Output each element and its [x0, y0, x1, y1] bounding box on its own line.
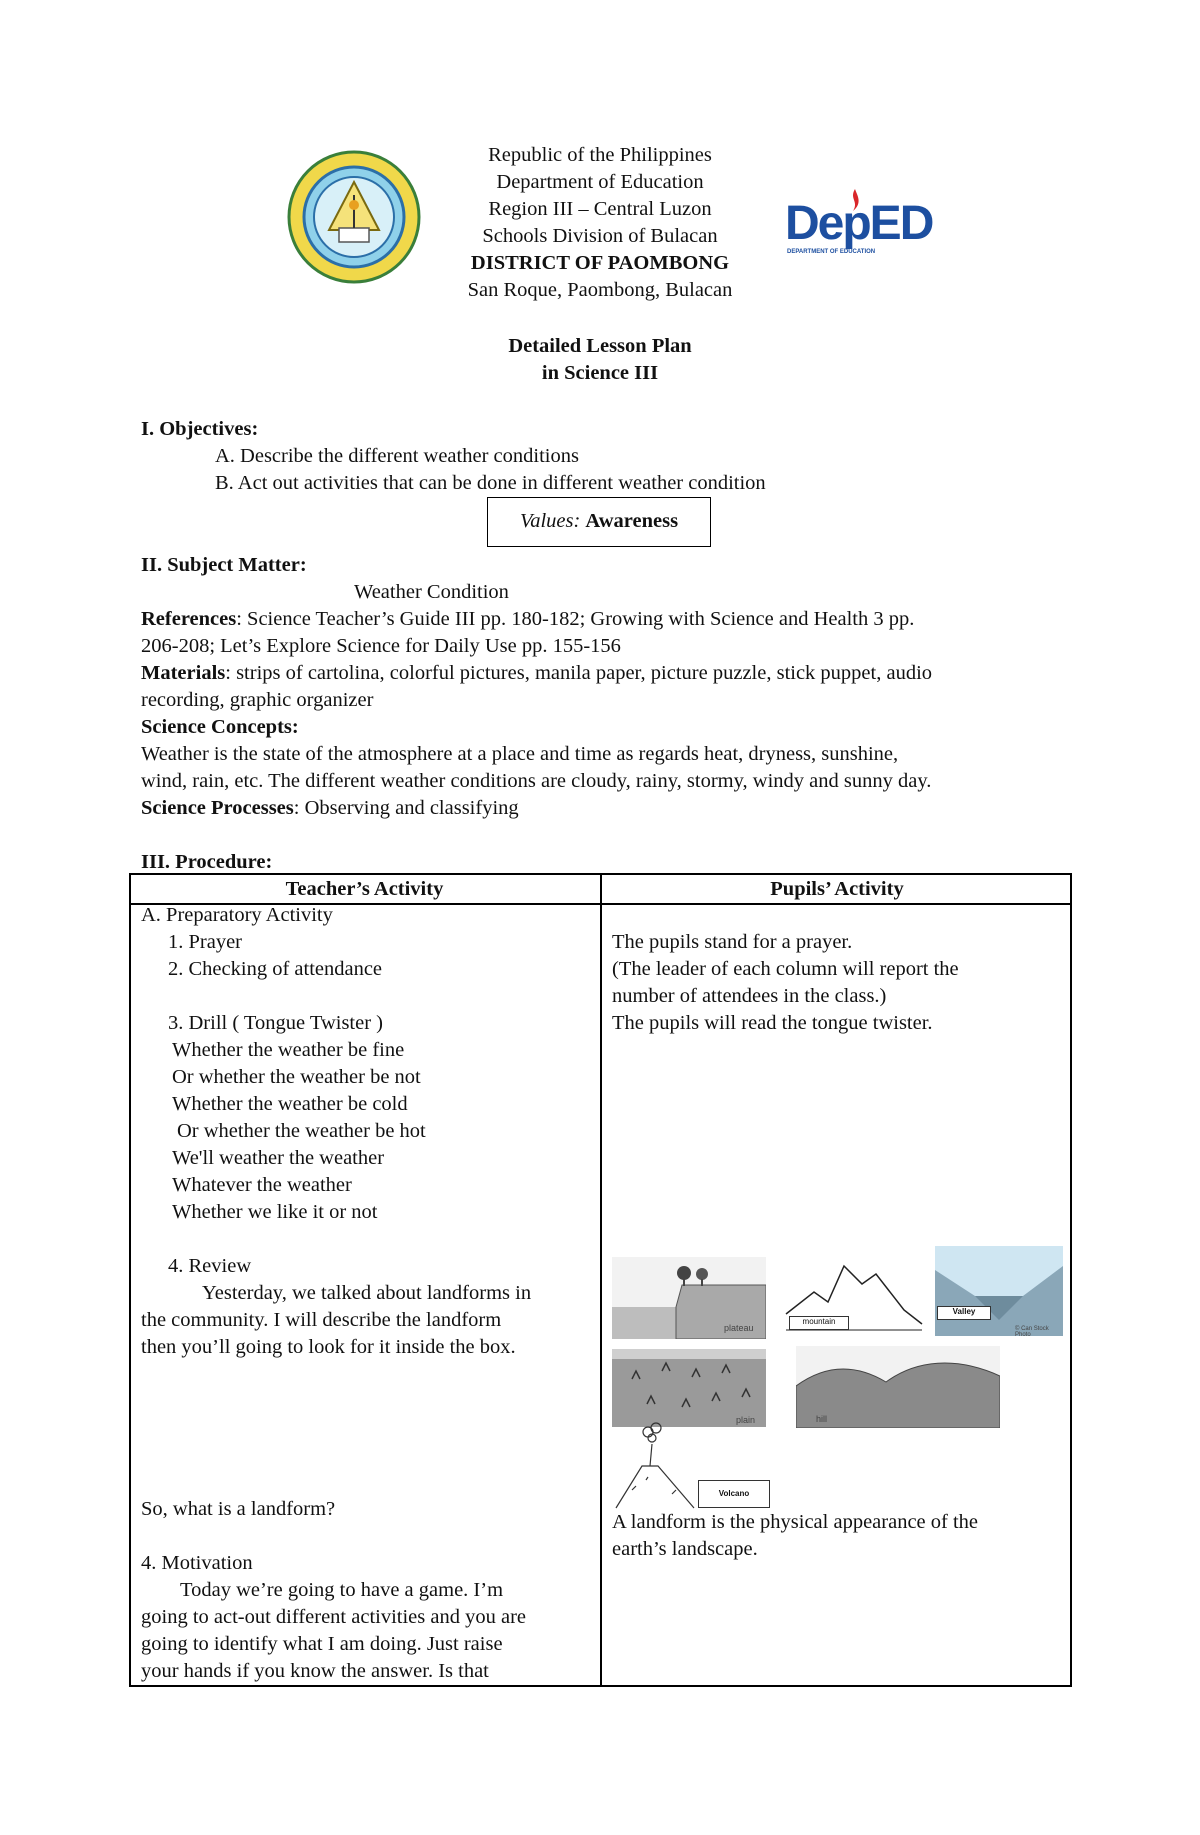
values-box — [487, 497, 711, 547]
teacher-line: 1. Prayer — [168, 931, 243, 953]
plateau-picture — [612, 1257, 766, 1339]
mountain-label: mountain — [789, 1316, 849, 1330]
references-label: References — [141, 608, 237, 630]
teacher-line: going to act-out different activities and you are — [141, 1606, 527, 1628]
pupil-line: The pupils will read the tongue twister. — [612, 1012, 933, 1034]
science-concepts-line-2: wind, rain, etc. The different weather conditions are cloudy, rainy, stormy, windy and sunny day. — [141, 770, 932, 792]
valley-label: Valley — [937, 1306, 991, 1320]
header-line-3: Region III – Central Luzon — [488, 198, 712, 220]
tongue-twister-line: Whatever the weather — [172, 1174, 352, 1196]
teacher-line: 3. Drill ( Tongue Twister ) — [168, 1012, 384, 1034]
hill-picture — [796, 1346, 1000, 1428]
tongue-twister-line: Or whether the weather be not — [172, 1066, 421, 1088]
subject-matter-heading: II. Subject Matter: — [141, 554, 307, 576]
materials-label: Materials — [141, 662, 226, 684]
teacher-line: going to identify what I am doing. Just raise — [141, 1633, 503, 1655]
tongue-twister-line: Whether the weather be cold — [172, 1093, 408, 1115]
science-concepts-line-1: Weather is the state of the atmosphere at a place and time as regards heat, dryness, sunshine, — [141, 743, 899, 765]
lesson-title-2: in Science III — [541, 362, 659, 384]
values-value: Awareness — [585, 510, 679, 532]
values-label: Values: — [519, 510, 581, 532]
volcano-label: Volcano — [698, 1480, 770, 1508]
pupil-line: (The leader of each column will report the — [612, 958, 959, 980]
valley-credit: © Can Stock Photo — [1015, 1326, 1049, 1338]
pupil-line: A landform is the physical appearance of the — [612, 1511, 979, 1533]
pupil-line: number of attendees in the class.) — [612, 985, 887, 1007]
references-line-1 — [141, 606, 914, 633]
tongue-twister-line: Whether the weather be fine — [172, 1039, 405, 1061]
plain-picture — [612, 1349, 766, 1427]
science-concepts-label: Science Concepts: — [141, 716, 299, 738]
teacher-line: then you’ll going to look for it inside the box. — [141, 1336, 516, 1358]
column-header-teacher: Teacher’s Activity — [285, 878, 444, 900]
teacher-line: 4. Review — [168, 1255, 252, 1277]
materials-text-1: : strips of cartolina, colorful pictures, manila paper, picture puzzle, stick puppet, audio — [225, 662, 933, 684]
science-processes-text: : Observing and classifying — [293, 797, 519, 819]
science-processes-line — [141, 795, 519, 822]
materials-line-2: recording, graphic organizer — [141, 689, 374, 711]
objective-a: A. Describe the different weather conditions — [215, 445, 579, 467]
objectives-heading: I. Objectives: — [141, 418, 259, 440]
deped-logo-text: DepED — [785, 197, 933, 250]
teacher-line: 4. Motivation — [141, 1552, 253, 1574]
plateau-label: plateau — [724, 1323, 754, 1333]
mountain-picture — [784, 1254, 924, 1334]
teacher-line: 2. Checking of attendance — [168, 958, 383, 980]
teacher-line: Today we’re going to have a game. I’m — [180, 1579, 504, 1601]
objective-b: B. Act out activities that can be done in different weather condition — [215, 472, 766, 494]
valley-picture — [935, 1246, 1063, 1336]
references-line-2: 206-208; Let’s Explore Science for Daily Use pp. 155-156 — [141, 635, 621, 657]
teacher-line: your hands if you know the answer. Is that — [141, 1660, 489, 1682]
plain-label: plain — [736, 1415, 756, 1425]
teacher-line: So, what is a landform? — [141, 1498, 336, 1520]
teacher-line: the community. I will describe the landform — [141, 1309, 502, 1331]
pupil-line: The pupils stand for a prayer. — [612, 931, 853, 953]
teacher-line: A. Preparatory Activity — [141, 904, 333, 926]
procedure-heading: III. Procedure: — [141, 851, 273, 873]
teacher-line: Yesterday, we talked about landforms in — [202, 1282, 532, 1304]
deped-logo-subtitle: DEPARTMENT OF EDUCATION — [787, 249, 876, 255]
hill-label: hill — [816, 1414, 828, 1424]
references-text-1: : Science Teacher’s Guide III pp. 180-182; Growing with Science and Health 3 pp. — [236, 608, 915, 630]
pupil-line: earth’s landscape. — [612, 1538, 758, 1560]
subject-topic: Weather Condition — [354, 581, 509, 603]
lesson-title-1: Detailed Lesson Plan — [508, 335, 692, 357]
header-district: DISTRICT OF PAOMBONG — [470, 252, 730, 274]
tongue-twister-line: Whether we like it or not — [172, 1201, 378, 1223]
header-address: San Roque, Paombong, Bulacan — [467, 279, 733, 301]
science-processes-label: Science Processes — [141, 797, 294, 819]
header-line-2: Department of Education — [496, 171, 704, 193]
header-line-1: Republic of the Philippines — [488, 144, 712, 166]
column-header-pupils: Pupils’ Activity — [770, 878, 904, 900]
volcano-picture — [612, 1420, 772, 1512]
table-column-divider — [600, 873, 602, 1687]
materials-line-1 — [141, 660, 932, 687]
tongue-twister-line: Or whether the weather be hot — [177, 1120, 426, 1142]
header-line-4: Schools Division of Bulacan — [482, 225, 718, 247]
tongue-twister-line: We'll weather the weather — [172, 1147, 385, 1169]
